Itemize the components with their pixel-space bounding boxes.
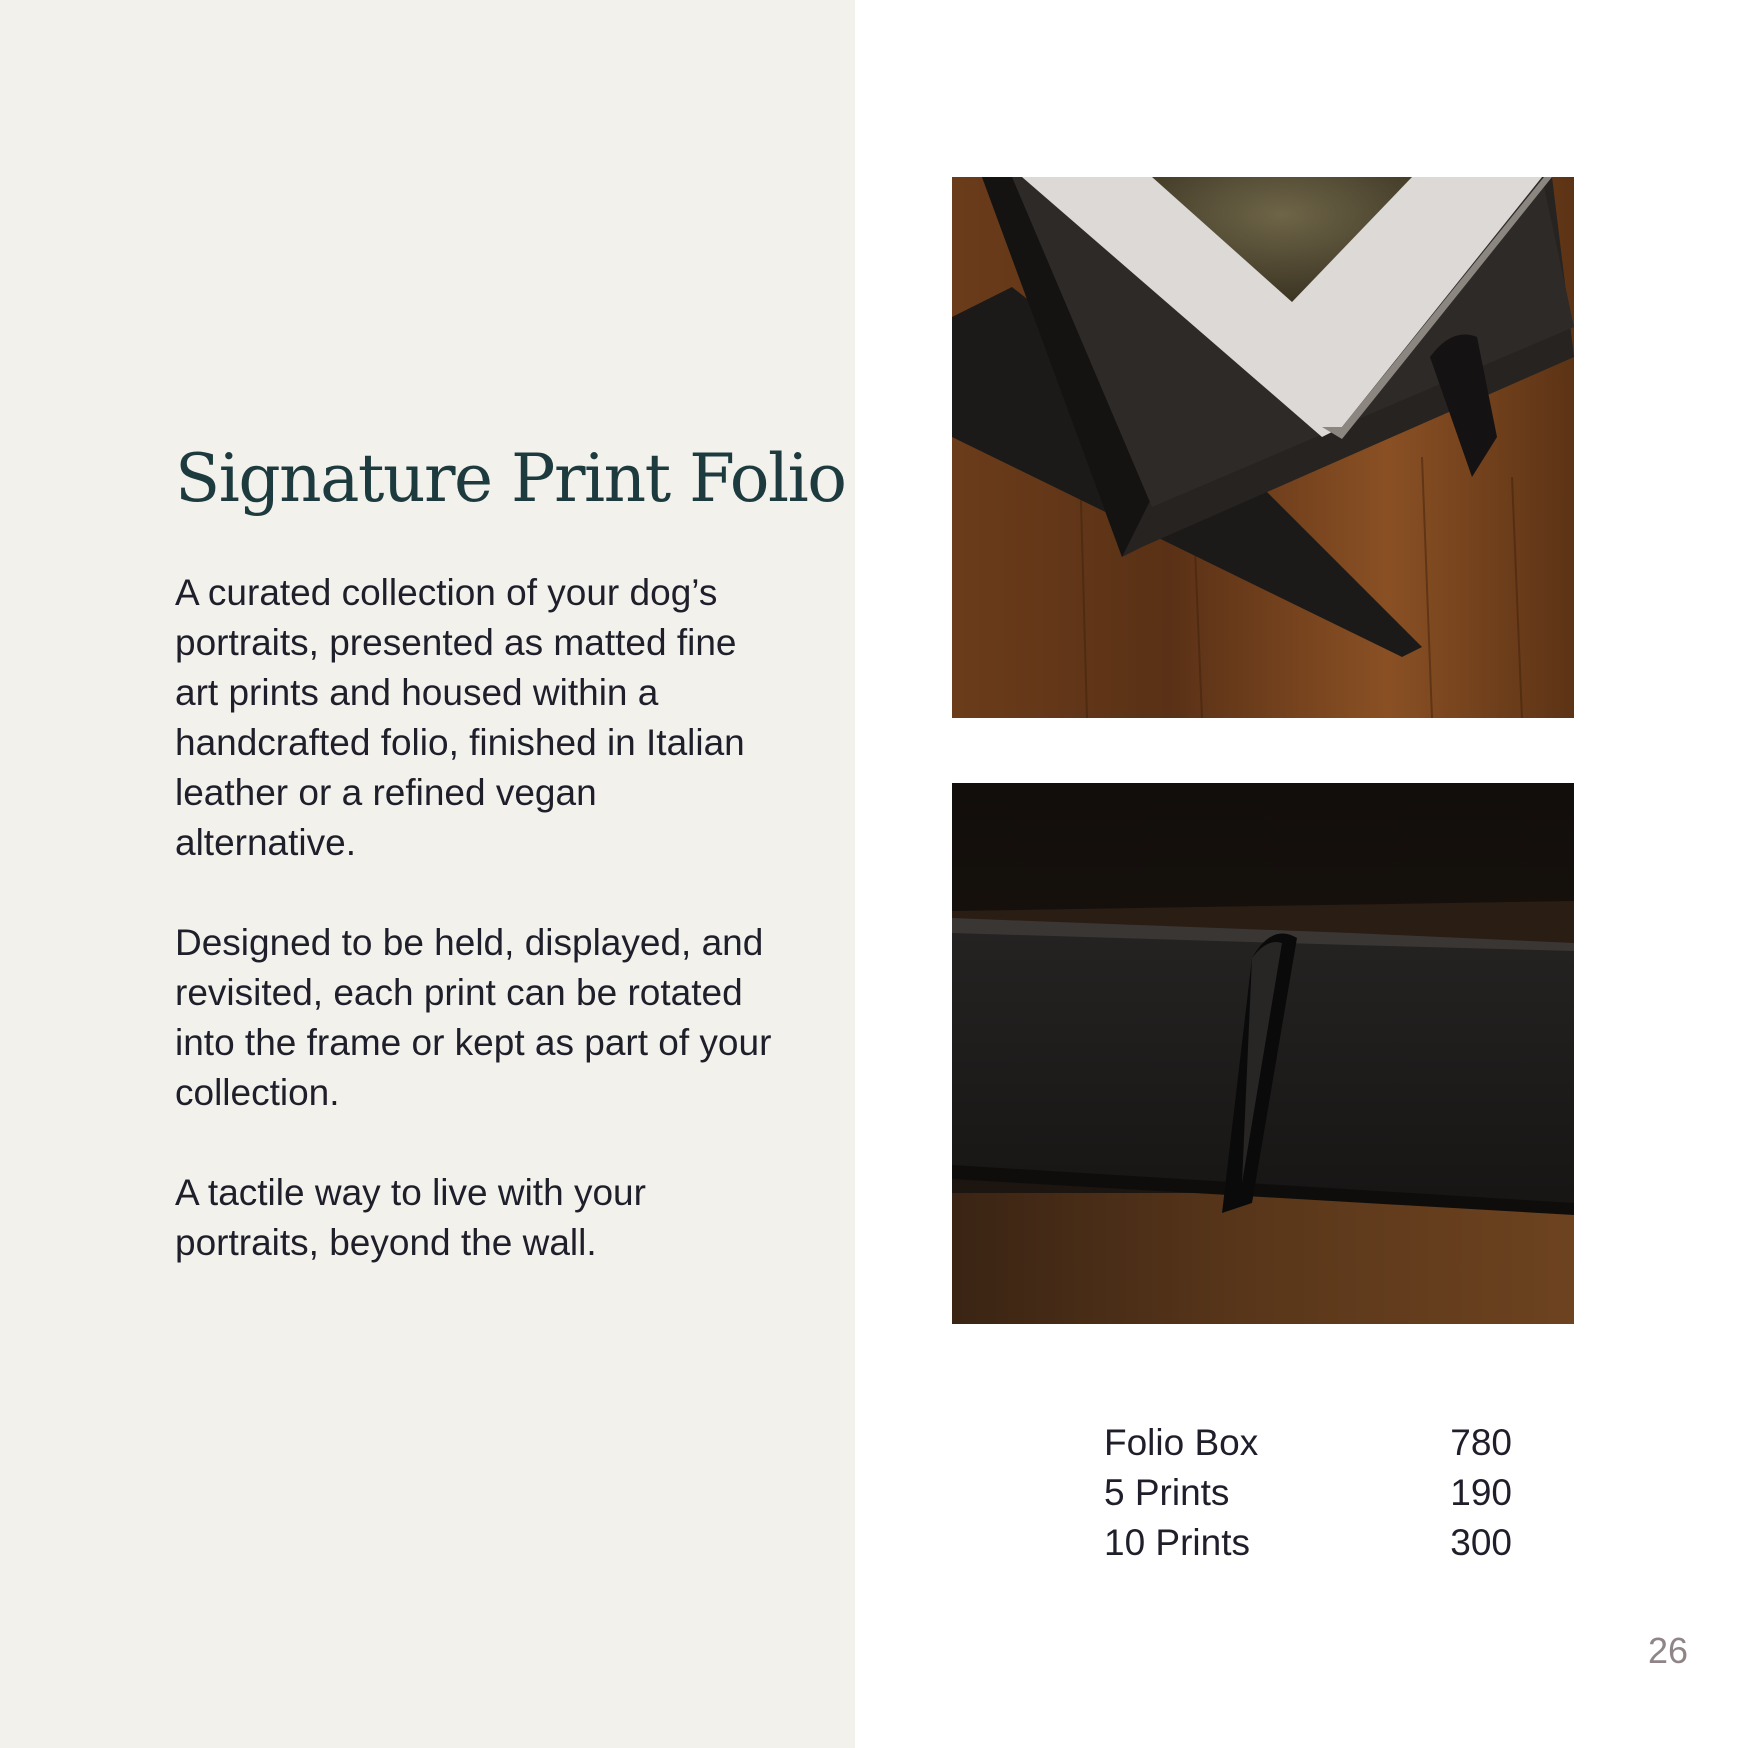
price-item: 10 Prints	[1104, 1522, 1251, 1563]
left-panel	[0, 0, 855, 1748]
price-row	[1104, 1468, 1512, 1518]
price-item: 5 Prints	[1104, 1472, 1230, 1513]
folio-box-photo	[952, 783, 1574, 1324]
price-row	[1104, 1418, 1512, 1468]
price-item: Folio Box	[1104, 1422, 1259, 1463]
page-number: 26	[1647, 1630, 1688, 1671]
price-row	[1104, 1518, 1512, 1568]
folio-prints-photo	[952, 177, 1574, 718]
page-title: Signature Print Folio	[175, 440, 846, 517]
price-value: 300	[1450, 1522, 1512, 1563]
design-paragraph: Designed to be held, displayed, and revisited, each print can be rotated into the frame or kept as part of your collection.	[175, 922, 772, 1113]
price-list	[1104, 1418, 1512, 1568]
price-value: 190	[1450, 1472, 1512, 1513]
intro-paragraph: A curated collection of your dog’s portraits, presented as matted fine art prints and housed within a handcrafted folio, finished in Italian leather or a refined vegan alternative.	[175, 572, 745, 863]
price-value: 780	[1450, 1422, 1512, 1463]
closing-paragraph: A tactile way to live with your portraits, beyond the wall.	[175, 1172, 646, 1263]
